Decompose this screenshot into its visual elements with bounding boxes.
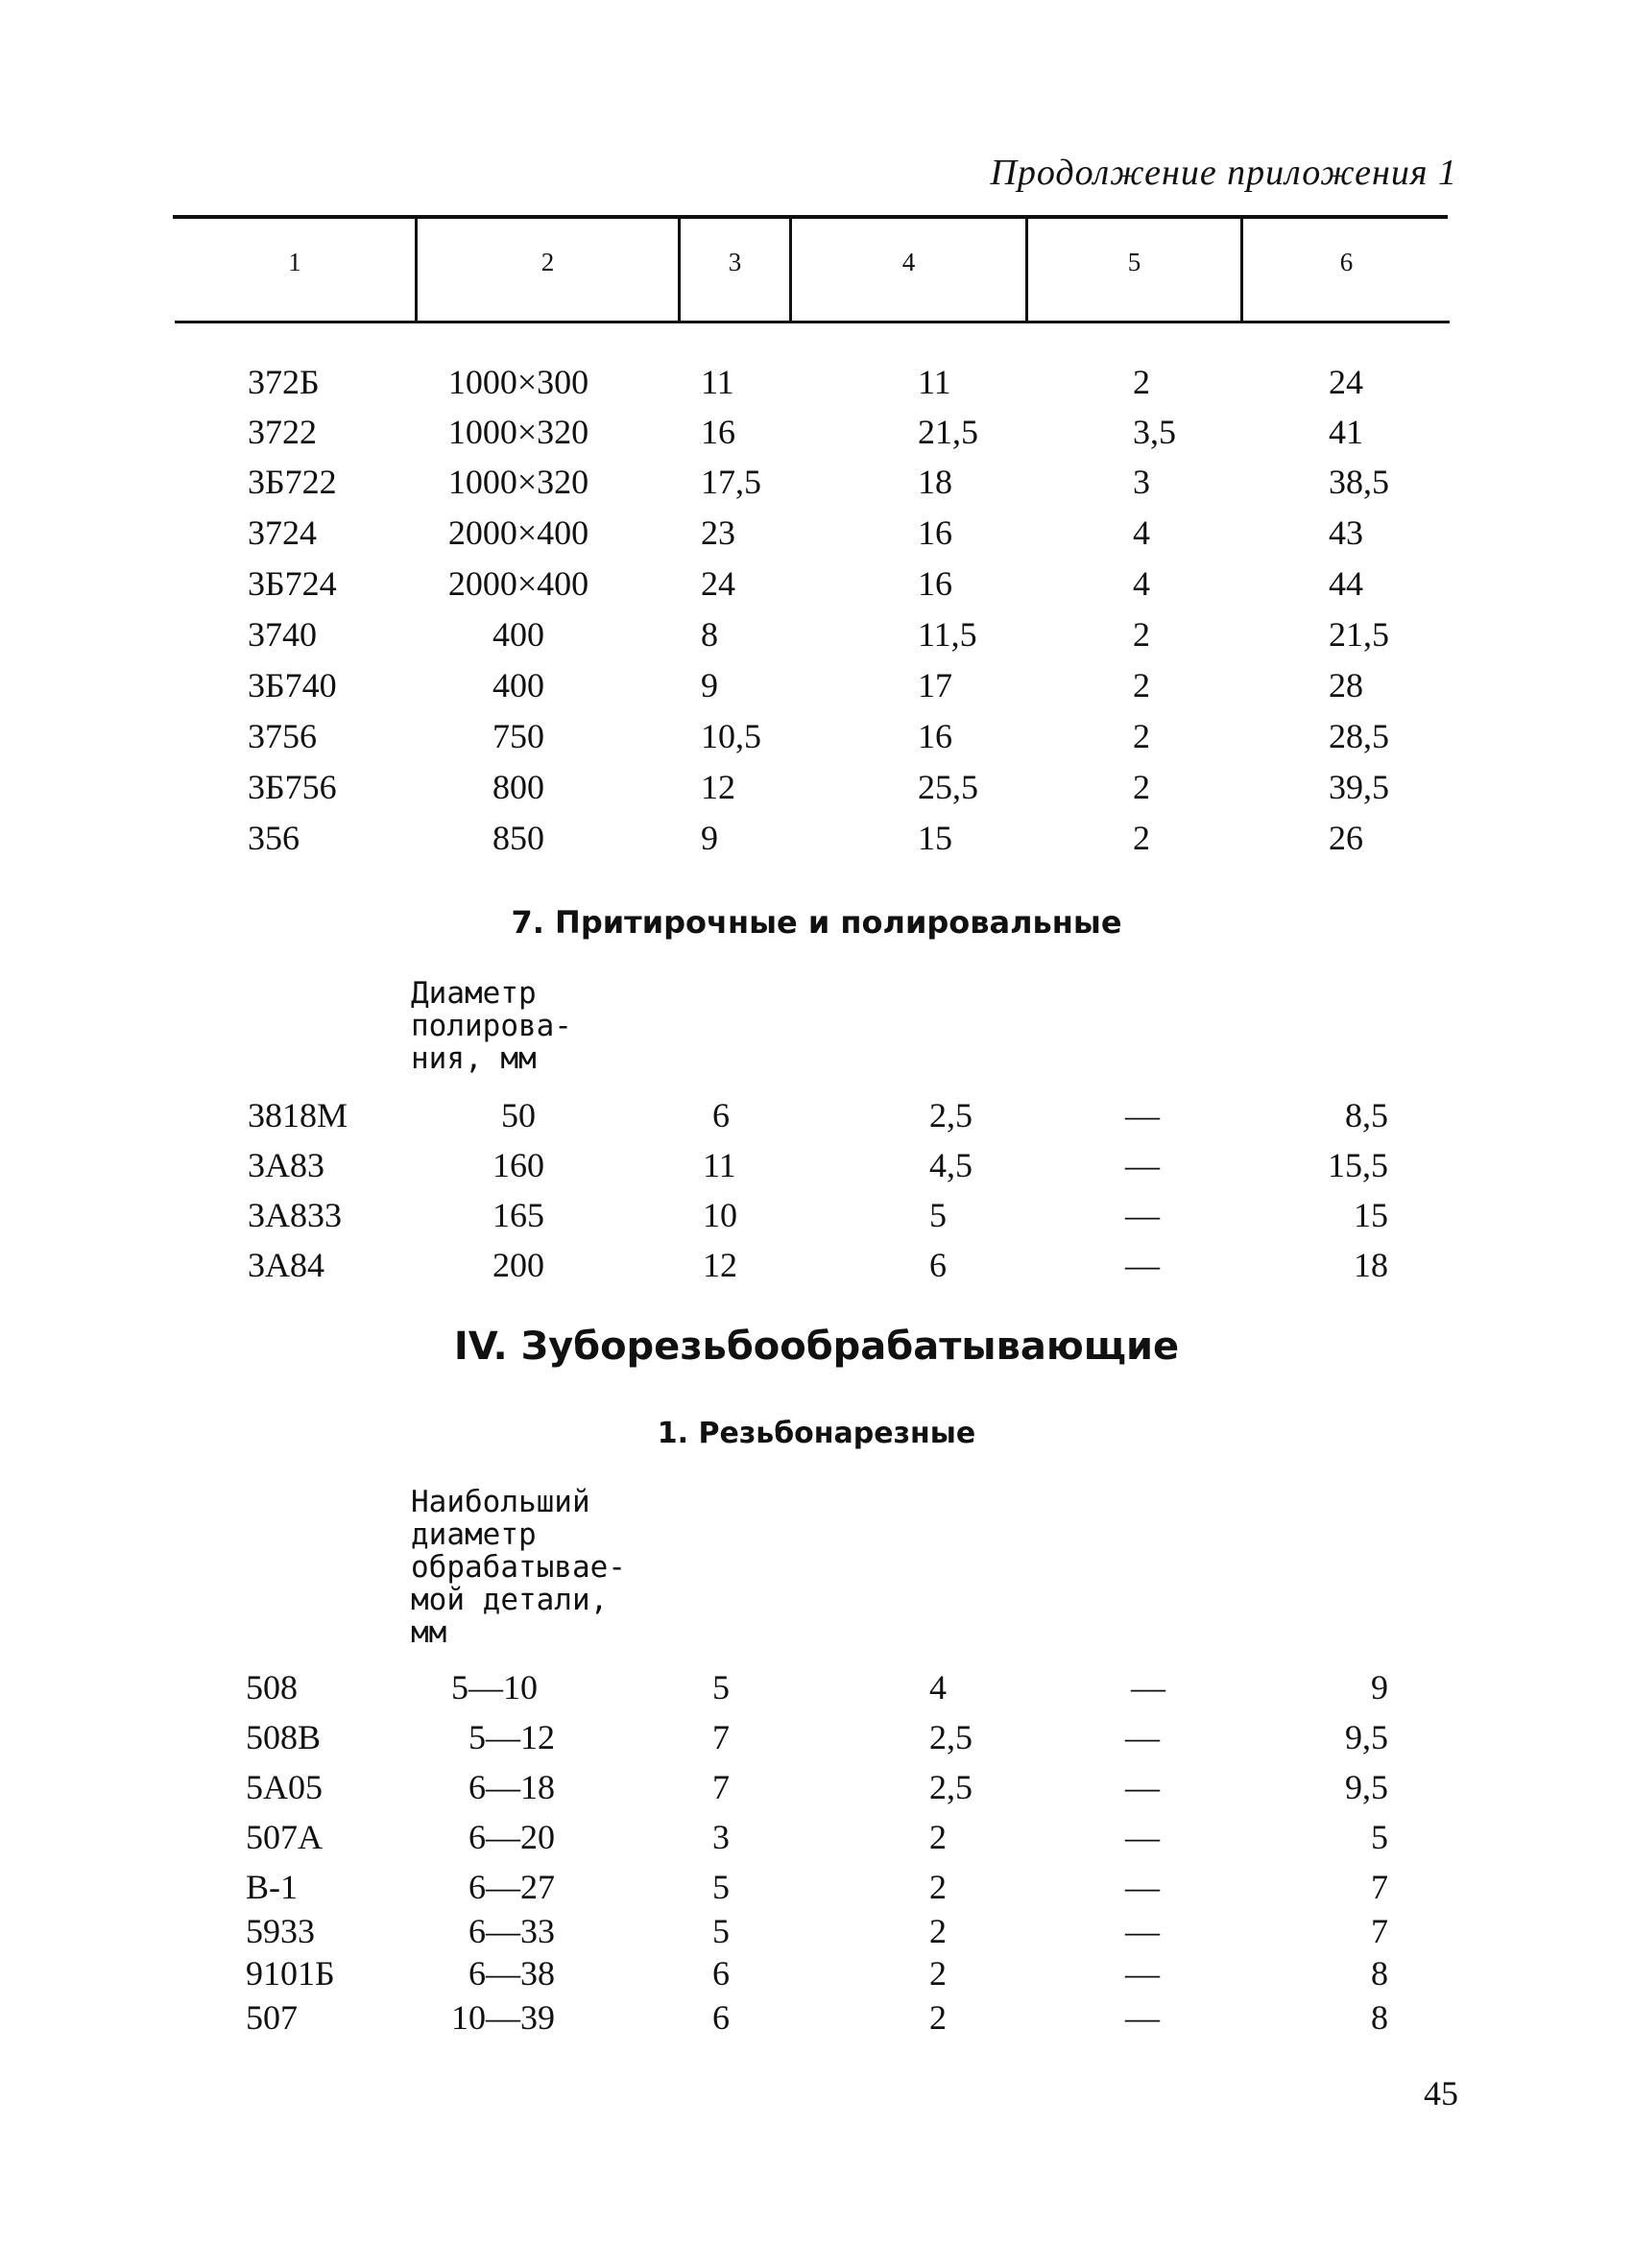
table-row bbox=[0, 1993, 1633, 2042]
cell-size: 400 bbox=[492, 666, 544, 704]
column-header-6: 6 bbox=[1339, 248, 1354, 276]
cell-col5: 4 bbox=[1133, 513, 1150, 552]
table-row bbox=[0, 660, 1633, 710]
cell-size: 400 bbox=[492, 615, 544, 654]
cell-size: 1000×320 bbox=[447, 463, 589, 501]
table-row bbox=[0, 1662, 1633, 1712]
cell-col5: 3 bbox=[1133, 463, 1150, 501]
cell-col3: 17,5 bbox=[701, 463, 761, 501]
caption-line: Диаметр bbox=[411, 976, 537, 1011]
cell-model: 3818М bbox=[248, 1096, 348, 1134]
cell-size: 850 bbox=[492, 819, 544, 857]
cell-size: 800 bbox=[492, 768, 544, 806]
cell-col6: 39,5 bbox=[1329, 768, 1389, 806]
caption-line: мой детали, bbox=[411, 1583, 609, 1617]
table-row bbox=[0, 407, 1633, 457]
cell-col6: 8,5 bbox=[1345, 1096, 1388, 1134]
cell-col3: 6 bbox=[712, 1954, 730, 1993]
cell-size: 2000×400 bbox=[447, 513, 589, 552]
cell-col4: 17 bbox=[918, 666, 952, 704]
table-row bbox=[0, 1812, 1633, 1862]
cell-col3: 9 bbox=[701, 666, 718, 704]
cell-col4: 2 bbox=[929, 1868, 947, 1906]
cell-col6: 21,5 bbox=[1329, 615, 1389, 654]
cell-col4: 16 bbox=[918, 513, 952, 552]
section-7-title: 7. Притирочные и полировальные bbox=[511, 904, 1122, 941]
cell-col4: 4 bbox=[929, 1668, 947, 1707]
cell-col6: 9,5 bbox=[1345, 1718, 1388, 1756]
cell-col6: 24 bbox=[1329, 363, 1363, 401]
cell-model: 3А833 bbox=[248, 1196, 342, 1234]
cell-col3: 12 bbox=[701, 768, 735, 806]
cell-col3: 5 bbox=[712, 1668, 730, 1707]
cell-col4: 21,5 bbox=[918, 413, 978, 451]
cell-col5: — bbox=[1125, 1196, 1160, 1234]
cell-col3: 10,5 bbox=[701, 717, 761, 755]
cell-col3: 5 bbox=[712, 1912, 730, 1950]
cell-col5: — bbox=[1125, 1998, 1160, 2037]
cell-diameter: 6—38 bbox=[468, 1954, 555, 1993]
cell-col4: 25,5 bbox=[918, 768, 978, 806]
table-row bbox=[0, 1712, 1633, 1762]
cell-col6: 43 bbox=[1329, 513, 1363, 552]
table-row bbox=[0, 508, 1633, 558]
cell-model: 3А84 bbox=[248, 1246, 324, 1284]
table-row bbox=[0, 457, 1633, 507]
cell-col3: 7 bbox=[712, 1718, 730, 1756]
cell-diameter: 6—27 bbox=[468, 1868, 555, 1906]
cell-col3: 16 bbox=[701, 413, 735, 451]
cell-model: 3Б756 bbox=[248, 768, 337, 806]
cell-model: 3А83 bbox=[248, 1146, 324, 1184]
cell-diameter: 5—12 bbox=[468, 1718, 555, 1756]
cell-col4: 18 bbox=[918, 463, 952, 501]
column-header-5: 5 bbox=[1127, 248, 1141, 276]
cell-model: 3Б722 bbox=[248, 463, 337, 501]
cell-col6: 28 bbox=[1329, 666, 1363, 704]
table-header-bottom-rule bbox=[175, 321, 1450, 323]
cell-col4: 11,5 bbox=[918, 615, 977, 654]
cell-col5: — bbox=[1125, 1818, 1160, 1856]
table-row bbox=[0, 1862, 1633, 1912]
table-top-rule bbox=[173, 215, 1448, 219]
cell-model: 5А05 bbox=[246, 1768, 323, 1806]
running-head: Продолжение приложения 1 bbox=[990, 153, 1457, 193]
table-row bbox=[0, 609, 1633, 659]
caption-line: ния, мм bbox=[411, 1041, 537, 1076]
section-7-column-caption bbox=[411, 977, 572, 1075]
cell-col6: 7 bbox=[1371, 1912, 1388, 1950]
cell-model: 3722 bbox=[248, 413, 317, 451]
cell-col4: 2,5 bbox=[929, 1718, 973, 1756]
cell-size: 2000×400 bbox=[447, 564, 589, 603]
cell-col6: 28,5 bbox=[1329, 717, 1389, 755]
cell-col6: 9,5 bbox=[1345, 1768, 1388, 1806]
cell-col3: 11 bbox=[701, 363, 734, 401]
column-header-4: 4 bbox=[901, 248, 916, 276]
cell-size: 1000×300 bbox=[447, 363, 589, 401]
cell-col5: 2 bbox=[1133, 666, 1150, 704]
part-4-column-caption bbox=[411, 1486, 626, 1649]
cell-model: 356 bbox=[248, 819, 300, 857]
subsection-1-title: 1. Резьбонарезные bbox=[657, 1417, 976, 1450]
cell-model: В-1 bbox=[246, 1868, 298, 1906]
cell-col6: 15 bbox=[1354, 1196, 1388, 1234]
cell-model: 3724 bbox=[248, 513, 317, 552]
table-row bbox=[0, 711, 1633, 761]
cell-col4: 2 bbox=[929, 1912, 947, 1950]
cell-col4: 2 bbox=[929, 1818, 947, 1856]
table-row bbox=[0, 1140, 1633, 1190]
cell-col6: 9 bbox=[1371, 1668, 1388, 1707]
column-header-3: 3 bbox=[728, 248, 742, 276]
cell-col5: 2 bbox=[1133, 717, 1150, 755]
cell-col5: — bbox=[1125, 1146, 1160, 1184]
cell-col6: 41 bbox=[1329, 413, 1363, 451]
cell-model: 507А bbox=[246, 1818, 323, 1856]
cell-col4: 2 bbox=[929, 1998, 947, 2037]
cell-col4: 16 bbox=[918, 717, 952, 755]
cell-col5: 2 bbox=[1133, 819, 1150, 857]
caption-line: Наибольший bbox=[411, 1485, 590, 1519]
cell-size: 1000×320 bbox=[447, 413, 589, 451]
cell-diameter: 5—10 bbox=[451, 1668, 538, 1707]
cell-diameter: 6—33 bbox=[468, 1912, 555, 1950]
cell-diameter: 165 bbox=[492, 1196, 544, 1234]
cell-model: 3756 bbox=[248, 717, 317, 755]
table-row bbox=[0, 1762, 1633, 1812]
cell-model: 9101Б bbox=[246, 1954, 335, 1993]
cell-col5: 4 bbox=[1133, 564, 1150, 603]
cell-col3: 23 bbox=[701, 513, 735, 552]
cell-col4: 2,5 bbox=[929, 1768, 973, 1806]
cell-col4: 11 bbox=[918, 363, 951, 401]
table-row bbox=[0, 813, 1633, 863]
cell-diameter: 50 bbox=[501, 1096, 536, 1134]
cell-col5: — bbox=[1125, 1768, 1160, 1806]
cell-col6: 44 bbox=[1329, 564, 1363, 603]
cell-col4: 6 bbox=[929, 1246, 947, 1284]
cell-diameter: 6—20 bbox=[468, 1818, 555, 1856]
table-row bbox=[0, 1190, 1633, 1240]
cell-model: 507 bbox=[246, 1998, 298, 2037]
cell-col5: 2 bbox=[1133, 363, 1150, 401]
table-row bbox=[0, 1948, 1633, 1998]
cell-col3: 6 bbox=[712, 1998, 730, 2037]
cell-model: 508 bbox=[246, 1668, 298, 1707]
cell-col5: — bbox=[1125, 1096, 1160, 1134]
cell-col5: — bbox=[1125, 1954, 1160, 1993]
cell-col4: 4,5 bbox=[929, 1146, 973, 1184]
cell-col5: — bbox=[1125, 1912, 1160, 1950]
cell-model: 372Б bbox=[248, 363, 320, 401]
cell-col3: 6 bbox=[712, 1096, 730, 1134]
cell-col6: 26 bbox=[1329, 819, 1363, 857]
table-row bbox=[0, 357, 1633, 407]
cell-col6: 8 bbox=[1371, 1998, 1388, 2037]
cell-col3: 10 bbox=[703, 1196, 737, 1234]
table-row bbox=[0, 1090, 1633, 1140]
cell-col6: 8 bbox=[1371, 1954, 1388, 1993]
cell-col3: 5 bbox=[712, 1868, 730, 1906]
cell-size: 750 bbox=[492, 717, 544, 755]
cell-col3: 24 bbox=[701, 564, 735, 603]
cell-col5: — bbox=[1125, 1868, 1160, 1906]
cell-col3: 8 bbox=[701, 615, 718, 654]
cell-diameter: 200 bbox=[492, 1246, 544, 1284]
cell-diameter: 10—39 bbox=[451, 1998, 555, 2037]
cell-model: 3Б724 bbox=[248, 564, 337, 603]
cell-model: 508В bbox=[246, 1718, 322, 1756]
cell-col3: 7 bbox=[712, 1768, 730, 1806]
caption-line: диаметр bbox=[411, 1517, 537, 1552]
cell-col4: 16 bbox=[918, 564, 952, 603]
table-row bbox=[0, 1240, 1633, 1290]
cell-col6: 15,5 bbox=[1328, 1146, 1388, 1184]
column-header-2: 2 bbox=[540, 248, 555, 276]
cell-col3: 12 bbox=[703, 1246, 737, 1284]
cell-col6: 7 bbox=[1371, 1868, 1388, 1906]
cell-diameter: 160 bbox=[492, 1146, 544, 1184]
column-header-1: 1 bbox=[288, 248, 301, 276]
cell-col3: 3 bbox=[712, 1818, 730, 1856]
cell-col6: 5 bbox=[1371, 1818, 1388, 1856]
cell-col4: 2 bbox=[929, 1954, 947, 1993]
cell-col5: — bbox=[1125, 1718, 1160, 1756]
cell-col4: 15 bbox=[918, 819, 952, 857]
caption-line: мм bbox=[411, 1615, 447, 1650]
cell-model: 3740 bbox=[248, 615, 317, 654]
cell-col5: 3,5 bbox=[1133, 413, 1176, 451]
cell-col5: 2 bbox=[1133, 615, 1150, 654]
cell-col5: — bbox=[1131, 1668, 1165, 1707]
cell-col3: 9 bbox=[701, 819, 718, 857]
caption-line: обрабатывае- bbox=[411, 1550, 626, 1585]
cell-col4: 2,5 bbox=[929, 1096, 973, 1134]
cell-col6: 18 bbox=[1354, 1246, 1388, 1284]
cell-col5: — bbox=[1125, 1246, 1160, 1284]
table-row bbox=[0, 762, 1633, 812]
cell-col6: 38,5 bbox=[1329, 463, 1389, 501]
caption-line: полирова- bbox=[411, 1009, 572, 1043]
cell-model: 3Б740 bbox=[248, 666, 337, 704]
table-row bbox=[0, 559, 1633, 609]
cell-diameter: 6—18 bbox=[468, 1768, 555, 1806]
cell-col4: 5 bbox=[929, 1196, 947, 1234]
cell-col3: 11 bbox=[703, 1146, 736, 1184]
page-number: 45 bbox=[1424, 2074, 1458, 2113]
cell-col5: 2 bbox=[1133, 768, 1150, 806]
part-4-title: IV. Зуборезьбообрабатывающие bbox=[453, 1325, 1180, 1369]
cell-model: 5933 bbox=[246, 1912, 315, 1950]
